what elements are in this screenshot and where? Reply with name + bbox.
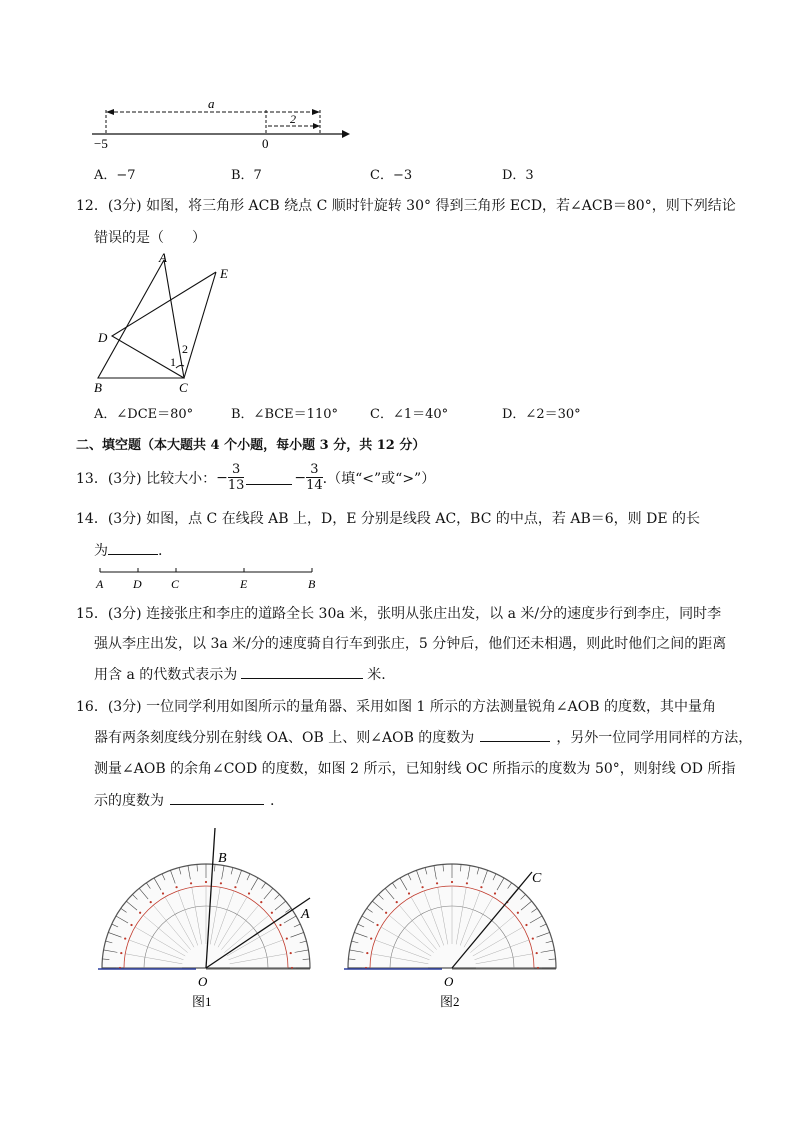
q16-line1: 16．(3分) 一位同学利用如图所示的量角器、采用如图 1 所示的方法测量锐角∠AOB 的度数，其中量角: [76, 699, 716, 715]
label-a: A: [301, 907, 310, 922]
q13-neg2: −: [294, 469, 307, 486]
protractor-figure-1: [96, 822, 316, 1012]
q13-frac1: [228, 462, 245, 493]
q15-line2: 强从李庄出发，以 3a 米/分的速度骑自行车到张庄，5 分钟后，他们还未相遇，则此时他们之间的距离: [94, 636, 727, 652]
segment-figure: [92, 564, 324, 592]
vertex-b: B: [94, 380, 102, 395]
q12-number: 12．(3分): [76, 198, 147, 214]
caption-fig1: 图1: [192, 994, 212, 1009]
protractor-mark: [421, 886, 423, 888]
q14-prefix: 为: [94, 543, 108, 559]
protractor-mark: [466, 882, 468, 884]
q16-line2-prefix: 器有两条刻度线分别在射线 OA、OB 上、则∠AOB 的度数为: [94, 730, 475, 746]
protractor-mark: [480, 886, 482, 888]
q16-line4-prefix: 示的度数为: [94, 793, 164, 809]
protractor-mark: [271, 912, 273, 914]
protractor-mark: [234, 886, 236, 888]
triangle-rotation-figure: [88, 250, 248, 398]
q16-answer-blank-1[interactable]: [480, 727, 550, 742]
q15-prefix: 用含 a 的代数式表示为: [94, 667, 238, 683]
protractor-mark: [190, 882, 192, 884]
q16-line4: [94, 790, 274, 810]
vertex-c: C: [179, 380, 188, 395]
tick-neg5: −5: [94, 136, 108, 151]
protractor-mark: [370, 937, 372, 939]
protractor-mark: [385, 912, 387, 914]
number-line-figure: [88, 96, 368, 154]
frac2-den: 14: [306, 478, 323, 493]
q13-neg1: −: [216, 469, 228, 486]
protractor-mark: [366, 952, 368, 954]
q16-line2: [94, 727, 752, 747]
protractor-mark: [494, 892, 496, 894]
protractor-mark: [248, 892, 250, 894]
protractor-mark: [525, 924, 527, 926]
point-c: C: [171, 577, 180, 591]
frac2-num: 3: [310, 462, 319, 477]
protractor-mark: [408, 892, 410, 894]
angle-2-label: 2: [182, 342, 188, 356]
angle-1-label: 1: [170, 355, 176, 369]
protractor-mark: [532, 937, 534, 939]
q16-line2-suffix: ，另外一位同学用同样的方法，: [556, 730, 753, 746]
protractor-1-body: [98, 864, 310, 969]
q16-answer-blank-2[interactable]: [170, 790, 264, 805]
section-title: 二、填空题（本大题共 4 个小题，每小题 3 分，共 12 分）: [76, 438, 426, 453]
label-o: O: [198, 974, 208, 989]
protractor-mark: [396, 901, 398, 903]
q13-tail: .（填“<”或“>”）: [322, 470, 436, 487]
q11-option-d[interactable]: D．3: [502, 168, 534, 183]
q15-line1: 15．(3分) 连接张庄和李庄的道路全长 30a 米，张明从张庄出发，以 a 米/分的速度步行到李庄，同时李: [76, 606, 722, 622]
q11-option-a[interactable]: A．−7: [94, 168, 136, 183]
protractor-2-body: [344, 864, 556, 969]
protractor-mark: [279, 924, 281, 926]
protractor-mark: [205, 881, 207, 883]
q14-suffix: .: [158, 543, 163, 559]
q14-answer-blank[interactable]: [108, 540, 158, 555]
q15-suffix: 米.: [367, 667, 386, 683]
point-d: D: [133, 577, 142, 591]
q13-frac2: [306, 462, 323, 493]
protractor-mark: [150, 901, 152, 903]
frac1-num: 3: [231, 462, 241, 477]
point-b: B: [308, 577, 316, 591]
q12-stem-line2: 错误的是（ ）: [94, 230, 206, 246]
vertex-d: D: [98, 330, 108, 345]
protractor-mark: [120, 952, 122, 954]
q13-answer-blank[interactable]: [246, 470, 292, 485]
label-a: a: [208, 96, 215, 111]
label-c: C: [532, 871, 542, 886]
point-e: E: [240, 577, 248, 591]
protractor-mark: [451, 881, 453, 883]
point-a: A: [96, 577, 104, 591]
q12-option-c[interactable]: C．∠1＝40°: [370, 407, 449, 422]
vertex-a: A: [159, 250, 167, 265]
protractor-mark: [260, 901, 262, 903]
protractor-mark: [175, 886, 177, 888]
q12-option-d[interactable]: D．∠2＝30°: [502, 407, 581, 422]
q12-option-a[interactable]: A．∠DCE＝80°: [94, 407, 194, 422]
protractor-figure-2: [342, 822, 562, 1012]
protractor-mark: [290, 952, 292, 954]
q11-option-b[interactable]: B．7: [231, 168, 262, 183]
q12-option-b[interactable]: B．∠BCE＝110°: [231, 407, 338, 422]
vertex-e: E: [220, 266, 228, 281]
q15-answer-blank[interactable]: [241, 664, 363, 679]
label-b: B: [218, 851, 227, 866]
protractor-mark: [536, 952, 538, 954]
q14-line2: [94, 540, 162, 560]
protractor-mark: [130, 924, 132, 926]
protractor-mark: [286, 937, 288, 939]
label-o: O: [444, 974, 454, 989]
protractor-mark: [139, 912, 141, 914]
q16-line3: 测量∠AOB 的余角∠COD 的度数，如图 2 所示，已知射线 OC 所指示的度数为 50°，则射线 OD 所指: [94, 761, 736, 777]
q16-line4-suffix: .: [270, 793, 275, 809]
q15-line3: [94, 664, 386, 684]
q13: [76, 462, 435, 493]
q14-line1: 14．(3分) 如图，点 C 在线段 AB 上，D，E 分别是线段 AC，BC 的中点，若 AB＝6，则 DE 的长: [76, 511, 700, 527]
protractor-mark: [220, 882, 222, 884]
protractor-mark: [517, 912, 519, 914]
protractor-mark: [376, 924, 378, 926]
label-2: 2: [290, 112, 296, 126]
protractor-mark: [124, 937, 126, 939]
q13-stem: 13．(3分) 比较大小：: [76, 470, 217, 487]
tick-0: 0: [262, 136, 269, 151]
protractor-mark: [436, 882, 438, 884]
q12-stem: 如图，将三角形 ACB 绕点 C 顺时针旋转 30° 得到三角形 ECD，若∠ACB＝80°，则下列结论: [146, 198, 736, 214]
q11-option-c[interactable]: C．−3: [370, 168, 413, 183]
caption-fig2: 图2: [440, 994, 460, 1009]
protractor-mark: [162, 892, 164, 894]
frac1-den: 13: [227, 478, 245, 493]
q12-stem-line1: [76, 195, 736, 215]
